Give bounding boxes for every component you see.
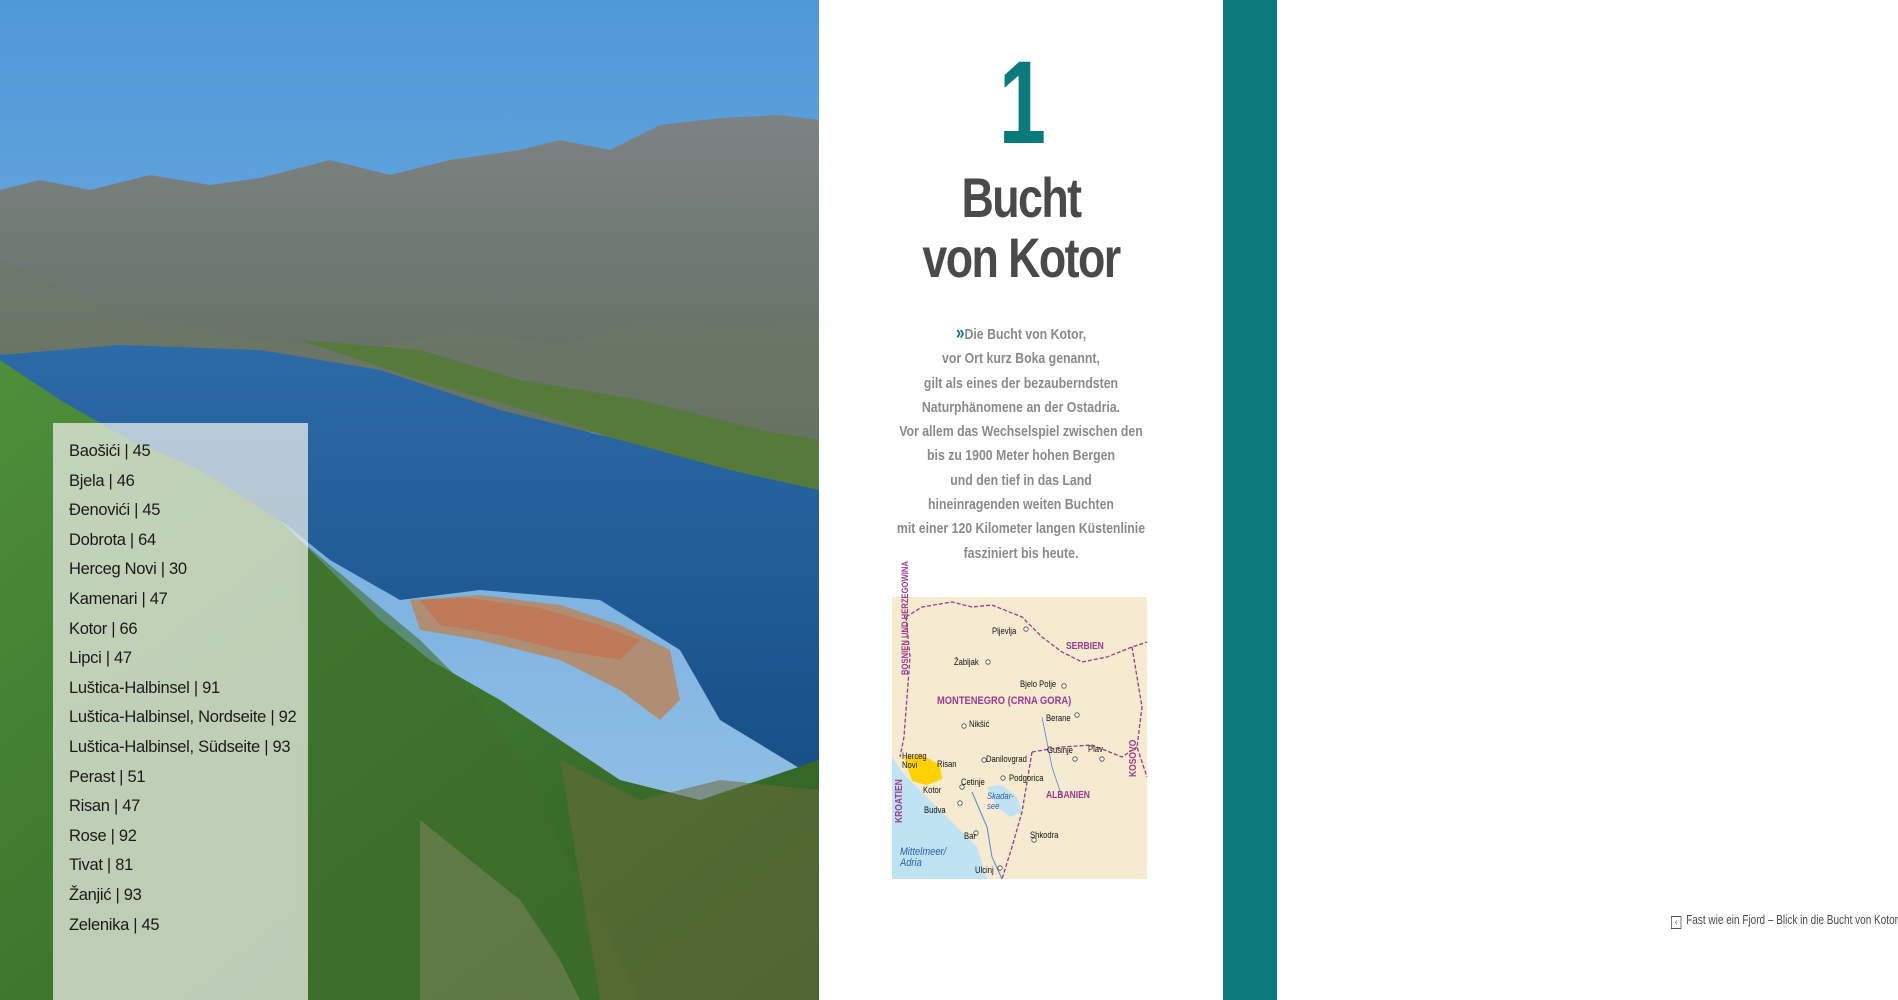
- map-label-bosnia: BOSNIEN UND HERZEGOWINA: [900, 561, 910, 675]
- map-town-ulcinj: Ulcinj: [975, 865, 994, 875]
- map-town-plav: Plav: [1088, 744, 1103, 754]
- quote-mark-icon: »: [955, 323, 963, 344]
- map-town-risan: Risan: [937, 759, 957, 769]
- index-entry: Kamenari | 47: [69, 589, 168, 608]
- intro-line: vor Ort kurz Boka genannt,: [942, 350, 1100, 368]
- intro-line: fasziniert bis heute.: [963, 544, 1079, 562]
- map-town-budva: Budva: [924, 805, 946, 815]
- map-town-gusinje: Gusinje: [1047, 745, 1073, 755]
- index-entry: Luštica-Halbinsel, Nordseite | 92: [69, 708, 297, 727]
- map-label-sea: Mittelmeer/ Adria: [900, 846, 947, 869]
- caption-text: Fast wie ein Fjord – Blick in die Bucht von Kotor: [1686, 913, 1898, 927]
- map-town-kotor: Kotor: [923, 785, 942, 795]
- index-entry: Rose | 92: [69, 826, 137, 845]
- map-town-danilovgrad: Danilovgrad: [986, 754, 1027, 764]
- map-town-cetinje: Cetinje: [961, 777, 985, 787]
- index-entry: Đenovići | 45: [69, 501, 161, 520]
- arrow-left-icon: ‹: [1671, 916, 1681, 929]
- index-entry: Risan | 47: [69, 797, 140, 816]
- index-entry: Tivat | 81: [69, 856, 133, 875]
- index-entry: Herceg Novi | 30: [69, 560, 187, 579]
- chapter-intro: [849, 322, 1193, 566]
- index-entry: Luštica-Halbinsel | 91: [69, 678, 220, 697]
- index-entry: Žanjić | 93: [69, 885, 142, 904]
- map-label-kosovo: KOSOVO: [1128, 739, 1139, 777]
- index-entry: Lipci | 47: [69, 649, 132, 668]
- map-town-bar: Bar: [964, 831, 976, 841]
- intro-line: Vor allem das Wechselspiel zwischen den: [899, 423, 1143, 441]
- index-entry: Baošići | 45: [69, 442, 151, 460]
- map-shapes: [892, 597, 1147, 879]
- map-town-bijelo-polje: Bjelo Polje: [1020, 679, 1057, 689]
- map-town-niksic: Nikšić: [969, 719, 990, 729]
- map-town-podgorica: Podgorica: [1009, 773, 1044, 783]
- intro-line: Naturphänomene an der Ostadria.: [921, 398, 1121, 416]
- index-entry: Luštica-Halbinsel, Südseite | 93: [69, 737, 291, 756]
- place-index-list: [69, 437, 296, 940]
- map-town-zabljak: Žabljak: [954, 657, 979, 667]
- intro-line: und den tief in das Land: [950, 471, 1092, 489]
- map-town-herceg-novi: Herceg Novi: [902, 751, 927, 770]
- chapter-title: [819, 168, 1223, 288]
- index-entry: Kotor | 66: [69, 619, 138, 638]
- intro-line: mit einer 120 Kilometer langen Küstenlinie: [896, 520, 1146, 538]
- bay-photo: [0, 0, 819, 1000]
- map-town-shkodra: Shkodra: [1030, 830, 1059, 840]
- intro-line: hineinragenden weiten Buchten: [928, 496, 1114, 514]
- index-entry: Bjela | 46: [69, 471, 135, 490]
- chapter-color-strip: [1223, 0, 1277, 1000]
- intro-line: gilt als eines der bezauberndsten: [923, 374, 1119, 392]
- overview-map: [892, 561, 1147, 879]
- intro-line: » Die Bucht von Kotor,: [955, 323, 1087, 344]
- map-town-berane: Berane: [1046, 713, 1071, 723]
- index-entry: Zelenika | 45: [69, 915, 160, 934]
- map-label-croatia: KROATIEN: [894, 779, 905, 823]
- chapter-number: 1: [998, 37, 1044, 169]
- index-entry: Perast | 51: [69, 767, 146, 786]
- map-town-pljevlja: Pljevlja: [992, 626, 1017, 636]
- chapter-title-line-1: Bucht: [961, 166, 1081, 229]
- map-label-serbia: SERBIEN: [1066, 641, 1104, 652]
- map-label-lake: Skadar- see: [987, 791, 1014, 811]
- place-index-box: [53, 423, 308, 1000]
- index-entry: Dobrota | 64: [69, 530, 156, 549]
- chapter-title-line-2: von Kotor: [922, 226, 1120, 289]
- photo-caption: [1671, 913, 1898, 929]
- map-label-albania: ALBANIEN: [1046, 790, 1090, 801]
- intro-line: bis zu 1900 Meter hohen Bergen: [927, 447, 1115, 465]
- map-label-montenegro: MONTENEGRO (CRNA GORA): [937, 695, 1072, 707]
